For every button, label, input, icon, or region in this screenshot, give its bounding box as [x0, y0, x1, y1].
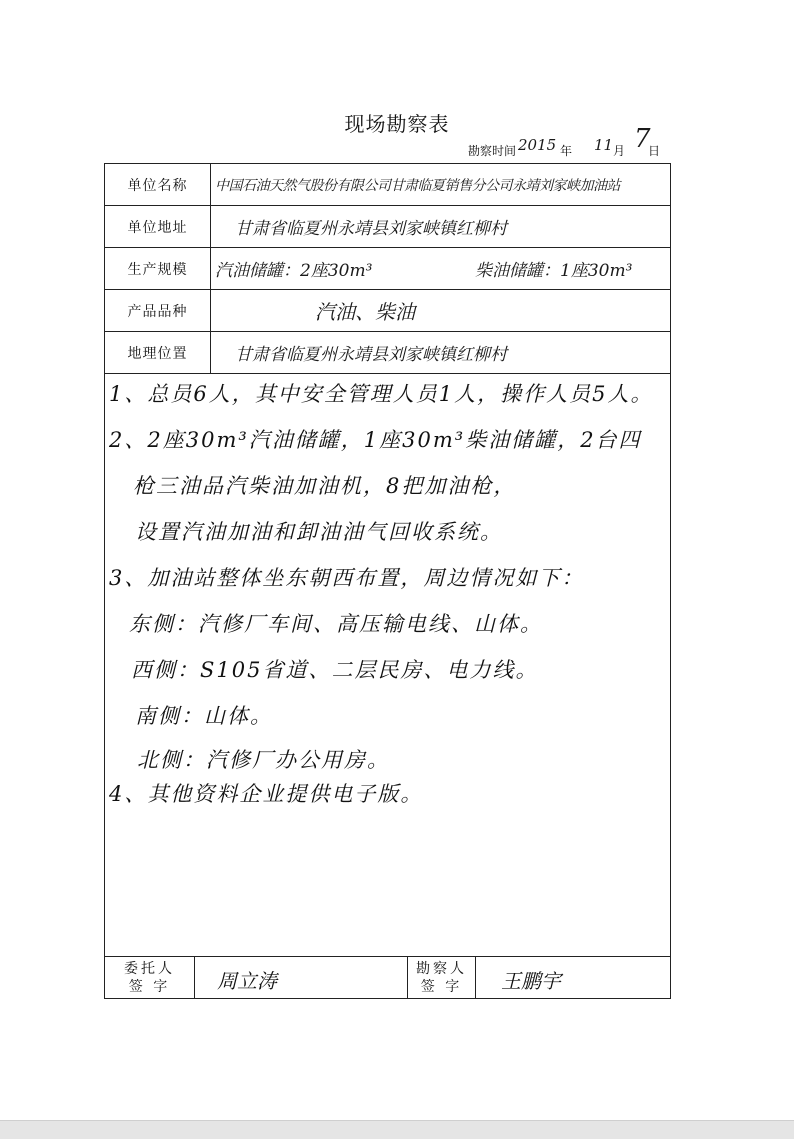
client-label-line-2: 签 字 — [128, 978, 171, 995]
survey-form-table — [104, 163, 671, 999]
note-line: 1、总员6人，其中安全管理人员1人，操作人员5人。 — [109, 382, 654, 406]
row-geo-location — [105, 332, 670, 374]
row-label: 产品品种 — [105, 290, 211, 331]
month-unit: 月 — [613, 144, 626, 158]
row-value-secondary: 柴油储罐：1座30m³ — [475, 261, 633, 281]
client-signature: 周立涛 — [217, 969, 277, 993]
row-label: 地理位置 — [105, 332, 211, 373]
row-value: 中国石油天然气股份有限公司甘肃临夏销售分公司永靖刘家峡加油站 — [215, 177, 620, 194]
row-product-types — [105, 290, 670, 332]
row-value: 汽油、柴油 — [315, 300, 415, 324]
row-label: 单位名称 — [105, 164, 211, 205]
survey-date-label: 勘察时间 — [468, 144, 517, 158]
note-line: 西侧：S105省道、二层民房、电力线。 — [131, 658, 539, 682]
signature-row — [105, 956, 670, 998]
client-label-line-1: 委托人 — [124, 960, 175, 977]
row-production-scale — [105, 248, 670, 290]
note-line: 3、加油站整体坐东朝西布置，周边情况如下： — [109, 566, 585, 590]
note-line: 北侧：汽修厂办公用房。 — [137, 748, 390, 772]
note-line: 枪三油品汽柴油加油机，8把加油枪， — [133, 474, 517, 498]
page-title: 现场勘察表 — [344, 112, 450, 136]
surveyor-label-line-2: 签 字 — [420, 978, 463, 995]
survey-notes — [105, 374, 670, 956]
viewer-bottom-bar — [0, 1120, 794, 1139]
client-signature-label — [105, 957, 195, 998]
day-unit: 日 — [648, 144, 661, 158]
note-line: 南侧：山体。 — [135, 704, 273, 728]
row-label: 生产规模 — [105, 248, 211, 289]
survey-month: 11 — [594, 136, 614, 154]
surveyor-signature-label — [408, 957, 476, 998]
row-label: 单位地址 — [105, 206, 211, 247]
note-line: 4、其他资料企业提供电子版。 — [109, 782, 424, 806]
surveyor-signature: 王鹏宇 — [501, 969, 561, 993]
surveyor-label-line-1: 勘察人 — [416, 960, 467, 977]
survey-year: 2015 — [518, 136, 557, 154]
row-value: 汽油储罐：2座30m³ — [215, 261, 373, 281]
row-value: 甘肃省临夏州永靖县刘家峡镇红柳村 — [235, 345, 507, 365]
note-line: 设置汽油加油和卸油油气回收系统。 — [135, 520, 503, 544]
row-unit-name — [105, 164, 670, 206]
survey-day: 7 — [634, 124, 651, 154]
year-unit: 年 — [560, 144, 573, 158]
note-line: 2、2座30m³汽油储罐，1座30m³柴油储罐，2台四 — [109, 428, 642, 452]
row-value: 甘肃省临夏州永靖县刘家峡镇红柳村 — [235, 219, 507, 239]
note-line: 东侧：汽修厂车间、高压输电线、山体。 — [129, 612, 543, 636]
row-unit-address — [105, 206, 670, 248]
